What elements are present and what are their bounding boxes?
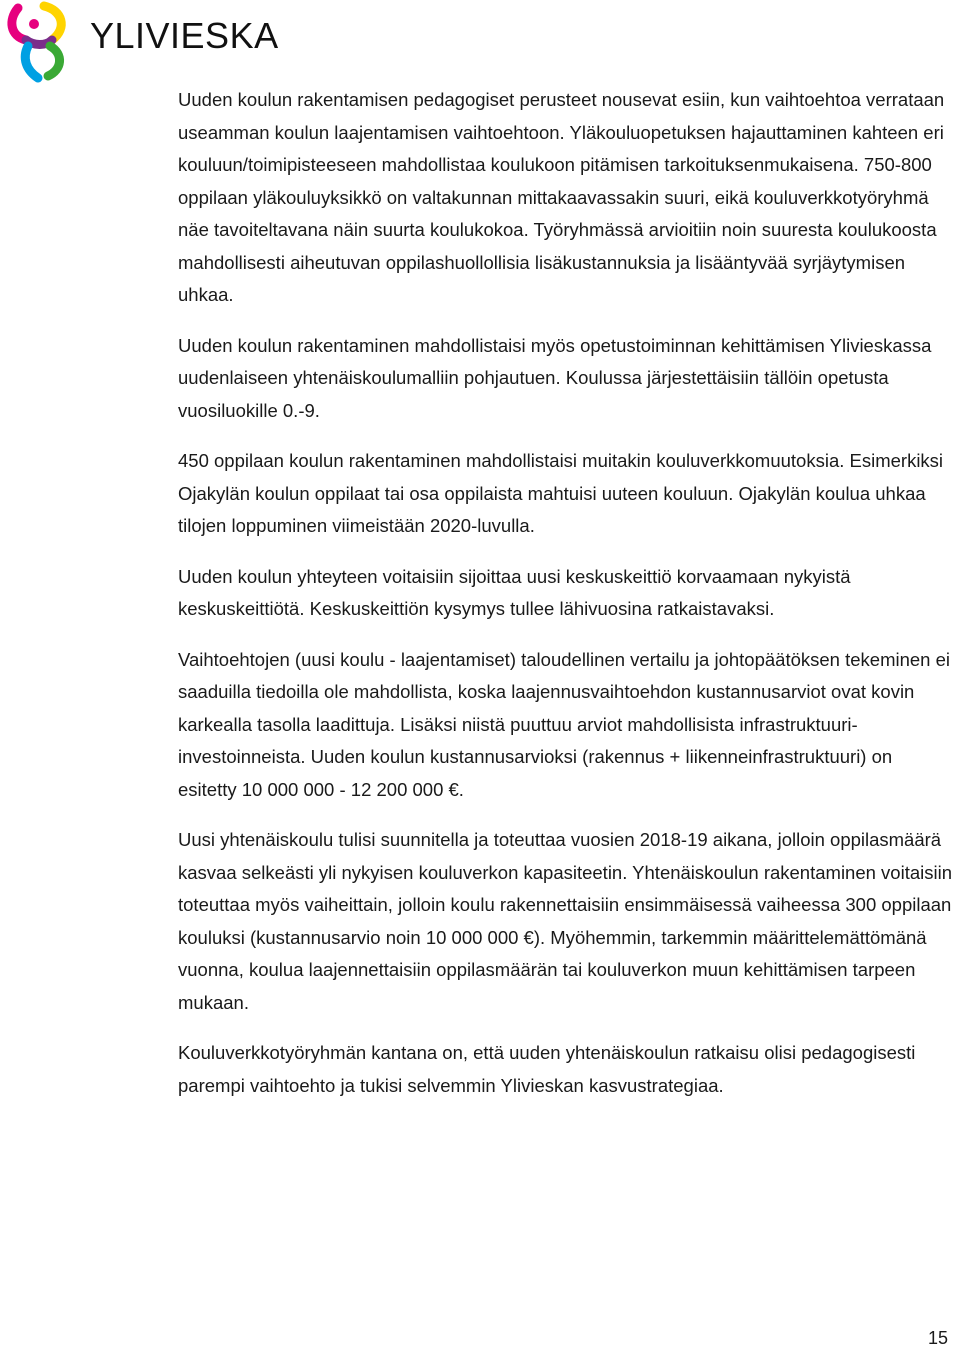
- ylivieska-logo-icon: [4, 0, 76, 86]
- paragraph-1: Uuden koulun rakentamisen pedagogiset perusteet nousevat esiin, kun vaihtoehtoa verrataan useamman koulun laajentamisen vaihtoehtoon. Yläkouluopetuksen hajauttaminen kahteen eri kouluun/toimipisteeseen mahdollistaa koulukoon pitämisen tarkoituksenmukaisena. 750-800 oppilaan yläkouluyksikkö on valtakunnan mittakaavassakin suuri, eikä kouluverkkotyöryhmä näe tavoiteltavana näin suurta koulukokoa. Työryhmässä arvioitiin noin suuresta koulukoosta mahdollisesti aiheutuvan oppilashuollollisia lisäkustannuksia ja lisääntyvää syrjäytymisen uhkaa.: [178, 89, 945, 305]
- page-header: [4, 0, 304, 86]
- document-body: [178, 84, 954, 1120]
- logo-text: YLIVIESKA: [90, 15, 279, 56]
- paragraph-2: Uuden koulun rakentaminen mahdollistaisi myös opetustoiminnan kehittämisen Ylivieskassa uudenlaiseen yhtenäiskoulumalliin pohjautuen. Koulussa järjestettäisiin tällöin opetusta vuosiluokille 0.-9.: [178, 334, 932, 421]
- page-number: 15: [927, 1328, 948, 1348]
- paragraph-4: Uuden koulun yhteyteen voitaisiin sijoittaa uusi keskuskeittiö korvaamaan nykyistä keskuskeittiötä. Keskuskeittiön kysymys tullee lähivuosina ratkaistavaksi.: [178, 565, 851, 619]
- paragraph-6: Uusi yhtenäiskoulu tulisi suunnitella ja toteuttaa vuosien 2018-19 aikana, jolloin oppilasmäärä kasvaa selkeästi yli nykyisen kouluverkon kapasiteetin. Yhtenäiskoulun rakentaminen voitaisiin toteuttaa myös vaiheittain, jolloin koulu rakennettaisiin ensimmäisessä vaiheessa 300 oppilaan kouluksi (kustannusarvio noin 10 000 000 €). Myöhemmin, tarkemmin määrittelemättömänä vuonna, koulua laajennettaisiin oppilasmäärän tai kouluverkon muun kehittämisen tarpeen mukaan.: [178, 829, 953, 1013]
- paragraph-7: Kouluverkkotyöryhmän kantana on, että uuden yhtenäiskoulun ratkaisu olisi pedagogisesti parempi vaihtoehto ja tukisi selvemmin Ylivieskan kasvustrategiaa.: [178, 1042, 916, 1096]
- paragraph-3: 450 oppilaan koulun rakentaminen mahdollistaisi muitakin kouluverkkomuutoksia. Esimerkiksi Ojakylän koulun oppilaat tai osa oppilaista mahtuisi uuteen kouluun. Ojakylän koulua uhkaa tilojen loppuminen viimeistään 2020-luvulla.: [178, 450, 944, 536]
- paragraph-5: Vaihtoehtojen (uusi koulu - laajentamiset) taloudellinen vertailu ja johtopäätöksen tekeminen ei saaduilla tiedoilla ole mahdollista, koska laajennusvaihtoehdon kustannusarviot ovat kovin karkealla tasolla laadittuja. Lisäksi niistä puuttuu arviot mahdollisista infrastruktuuri-investoinneista. Uuden koulun kustannusarvioksi (rakennus + liikenneinfrastruktuuri) on esitetty 10 000 000 - 12 200 000 €.: [178, 648, 950, 800]
